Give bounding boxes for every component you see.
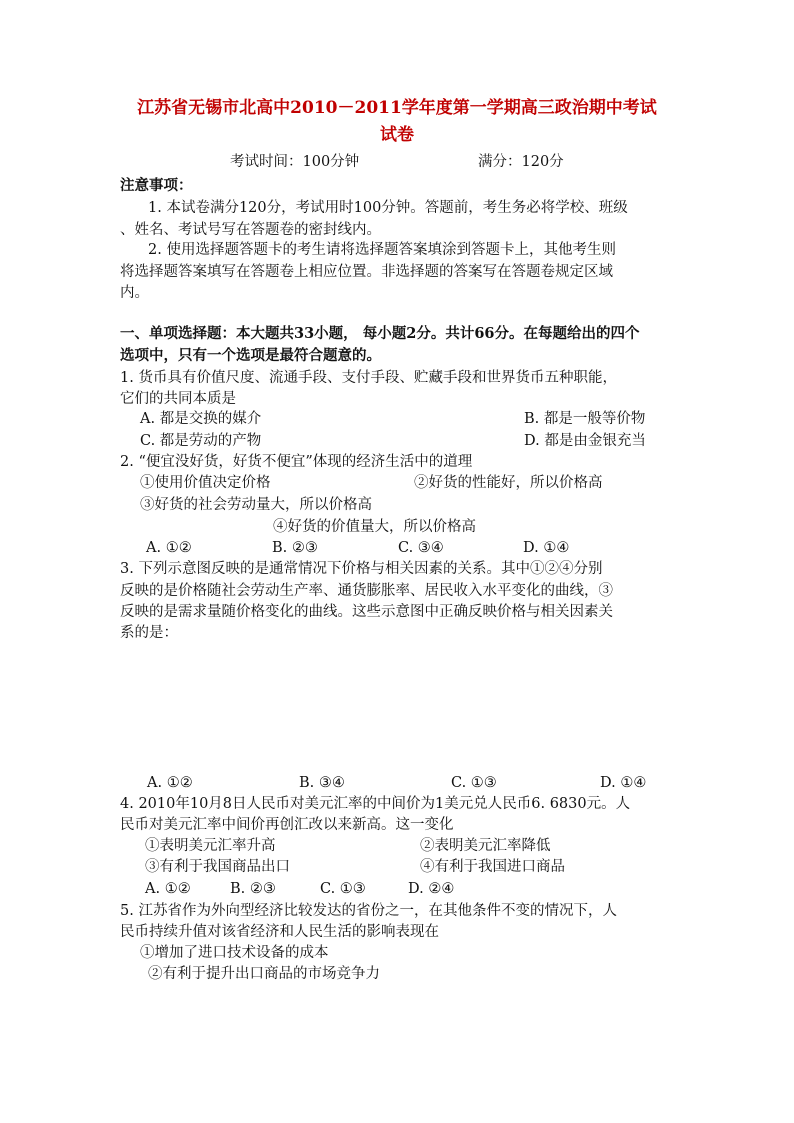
q1-stem-line1: 1. 货币具有价值尺度、流通手段、支付手段、贮藏手段和世界货币五种职能， bbox=[120, 370, 617, 386]
notice-item2-line2: 将选择题答案填写在答题卷上相应位置。非选择题的答案写在答题卷规定区域 bbox=[120, 264, 613, 280]
notice-item2-line3: 内。 bbox=[120, 285, 149, 301]
exam-score: 满分：120分 bbox=[478, 154, 564, 170]
q2-statement-4: ④好货的价值量大，所以价格高 bbox=[273, 519, 476, 535]
q1-option-c: C. 都是劳动的产物 bbox=[140, 433, 262, 449]
q4-option-a: A. ①② bbox=[145, 881, 191, 897]
q5-statement-2: ②有利于提升出口商品的市场竞争力 bbox=[148, 966, 380, 982]
q4-statement-3: ③有利于我国商品出口 bbox=[145, 859, 290, 875]
q3-stem-line4: 系的是： bbox=[120, 625, 178, 641]
q2-option-c: C. ③④ bbox=[398, 540, 444, 556]
q2-option-a: A. ①② bbox=[146, 540, 192, 556]
q2-option-b: B. ②③ bbox=[272, 540, 318, 556]
section1-heading-line1: 一、单项选择题：本大题共33小题， 每小题2分。共计66分。在每题给出的四个 bbox=[120, 325, 640, 342]
q3-option-b: B. ③④ bbox=[299, 775, 345, 791]
q3-stem-line3: 反映的是需求量随价格变化的曲线。这些示意图中正确反映价格与相关因素关 bbox=[120, 604, 613, 620]
q2-statement-1: ①使用价值决定价格 bbox=[140, 475, 271, 491]
q3-stem-line1: 3. 下列示意图反映的是通常情况下价格与相关因素的关系。其中①②④分别 bbox=[120, 561, 603, 577]
q3-option-c: C. ①③ bbox=[451, 775, 497, 791]
q5-statement-1: ①增加了进口技术设备的成本 bbox=[140, 945, 329, 961]
q1-option-b: B. 都是一般等价物 bbox=[524, 411, 646, 427]
q3-option-d: D. ①④ bbox=[600, 775, 647, 791]
q4-statement-1: ①表明美元汇率升高 bbox=[145, 838, 276, 854]
document-title-line1: 江苏省无锡市北高中2010－2011学年度第一学期高三政治期中考试 bbox=[137, 98, 657, 118]
q4-option-b: B. ②③ bbox=[230, 881, 276, 897]
q1-option-d: D. 都是由金银充当 bbox=[524, 433, 646, 449]
q3-stem-line2: 反映的是价格随社会劳动生产率、通货膨胀率、居民收入水平变化的曲线，③ bbox=[120, 583, 613, 599]
section1-heading-line2: 选项中，只有一个选项是最符合题意的。 bbox=[120, 347, 381, 364]
notice-item2-line1: 2. 使用选择题答题卡的考生请将选择题答案填涂到答题卡上，其他考生则 bbox=[148, 242, 616, 258]
q2-statement-2: ②好货的性能好，所以价格高 bbox=[414, 475, 603, 491]
q1-stem-line2: 它们的共同本质是 bbox=[120, 391, 236, 407]
q4-option-d: D. ②④ bbox=[408, 881, 455, 897]
q3-option-a: A. ①② bbox=[147, 775, 193, 791]
notice-item1-line2: 、姓名、考试号写在答题卷的密封线内。 bbox=[120, 222, 381, 238]
q4-statement-2: ②表明美元汇率降低 bbox=[420, 838, 551, 854]
q2-statement-3: ③好货的社会劳动量大，所以价格高 bbox=[140, 497, 372, 513]
q4-stem-line2: 民币对美元汇率中间价再创汇改以来新高。这一变化 bbox=[120, 817, 454, 833]
q4-stem-line1: 4. 2010年10月8日人民币对美元汇率的中间价为1美元兑人民币6. 6830元。人 bbox=[120, 796, 631, 812]
q4-statement-4: ④有利于我国进口商品 bbox=[420, 859, 565, 875]
document-title-line2: 试卷 bbox=[380, 125, 414, 145]
notice-item1-line1: 1. 本试卷满分120分，考试用时100分钟。答题前，考生务必将学校、班级 bbox=[148, 200, 628, 216]
exam-time: 考试时间：100分钟 bbox=[230, 154, 360, 170]
q4-option-c: C. ①③ bbox=[320, 881, 366, 897]
q1-option-a: A. 都是交换的媒介 bbox=[140, 411, 262, 427]
q5-stem-line2: 民币持续升值对该省经济和人民生活的影响表现在 bbox=[120, 924, 439, 940]
q5-stem-line1: 5. 江苏省作为外向型经济比较发达的省份之一，在其他条件不变的情况下，人 bbox=[120, 903, 617, 919]
q2-stem: 2. “便宜没好货，好货不便宜”体现的经济生活中的道理 bbox=[120, 454, 473, 470]
q2-option-d: D. ①④ bbox=[523, 540, 570, 556]
notice-heading: 注意事项： bbox=[120, 177, 193, 194]
